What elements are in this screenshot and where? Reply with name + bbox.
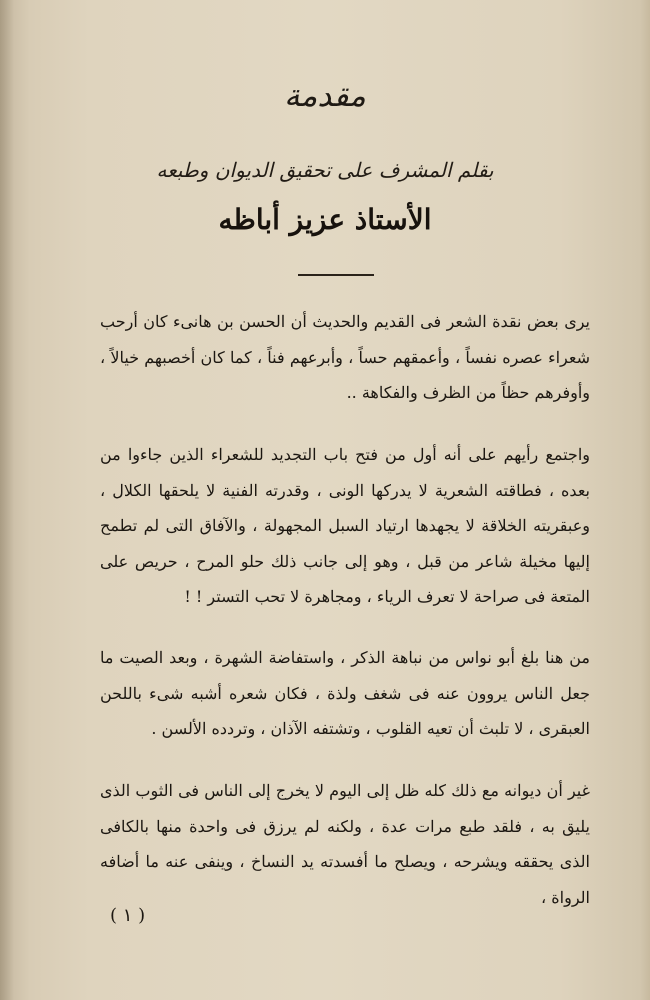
- page-title: مقدمة: [284, 78, 366, 114]
- paragraph-1: يرى بعض نقدة الشعر فى القديم والحديث أن الحسن بن هانىء كان أرحب شعراء عصره نفساً ، وأعمقهم حساً ، وأبرعهم فناً ، كما كان أخصبهم خيالاً ، وأوفرهم حظاً من الظرف والفكاهة ..: [100, 312, 590, 402]
- paragraph-2: واجتمع رأيهم على أنه أول من فتح باب التجديد للشعراء الذين جاءوا من بعده ، فطاقته الشعرية لا يدركها الونى ، وقدرته الفنية لا يلحقها الكلال ، وعبقريته الخلاقة لا يجهدها ارتياد السبل المجهولة ، والآفاق التى لم تطمح إليها مخيلة شاعر من قبل ، وهو إلى جانب ذلك حلو المرح ، حريص على المتعة فى صراحة لا تعرف الرياء ، ومجاهرة لا تحب التستر ! !: [100, 445, 590, 606]
- page-subtitle: بقلم المشرف على تحقيق الديوان وطبعه: [156, 158, 494, 182]
- paragraph-4: غير أن ديوانه مع ذلك كله ظل إلى اليوم لا يخرج إلى الناس فى الثوب الذى يليق به ، فلقد طبع مرات عدة ، ولكنه لم يرزق فى واحدة منها بالكافى الذى يحققه ويشرحه ، ويصلح ما أفسدته يد النساخ ، وينفى عنه ما أضافه الرواة ،: [100, 781, 590, 907]
- page-gutter-shadow: [0, 0, 14, 1000]
- heading-divider: [298, 274, 374, 276]
- author-name: الأستاذ عزيز أباظه: [218, 203, 432, 236]
- page-number: ( ١ ): [110, 905, 146, 926]
- paragraph-3: من هنا بلغ أبو نواس من نباهة الذكر ، واستفاضة الشهرة ، وبعد الصيت ما جعل الناس يروون عنه فى شغف ولذة ، فكان شعره أشبه شىء باللحن العبقرى ، لا تلبث أن تعيه القلوب ، وتشتفه الآذان ، وتردده الألسن .: [100, 648, 590, 738]
